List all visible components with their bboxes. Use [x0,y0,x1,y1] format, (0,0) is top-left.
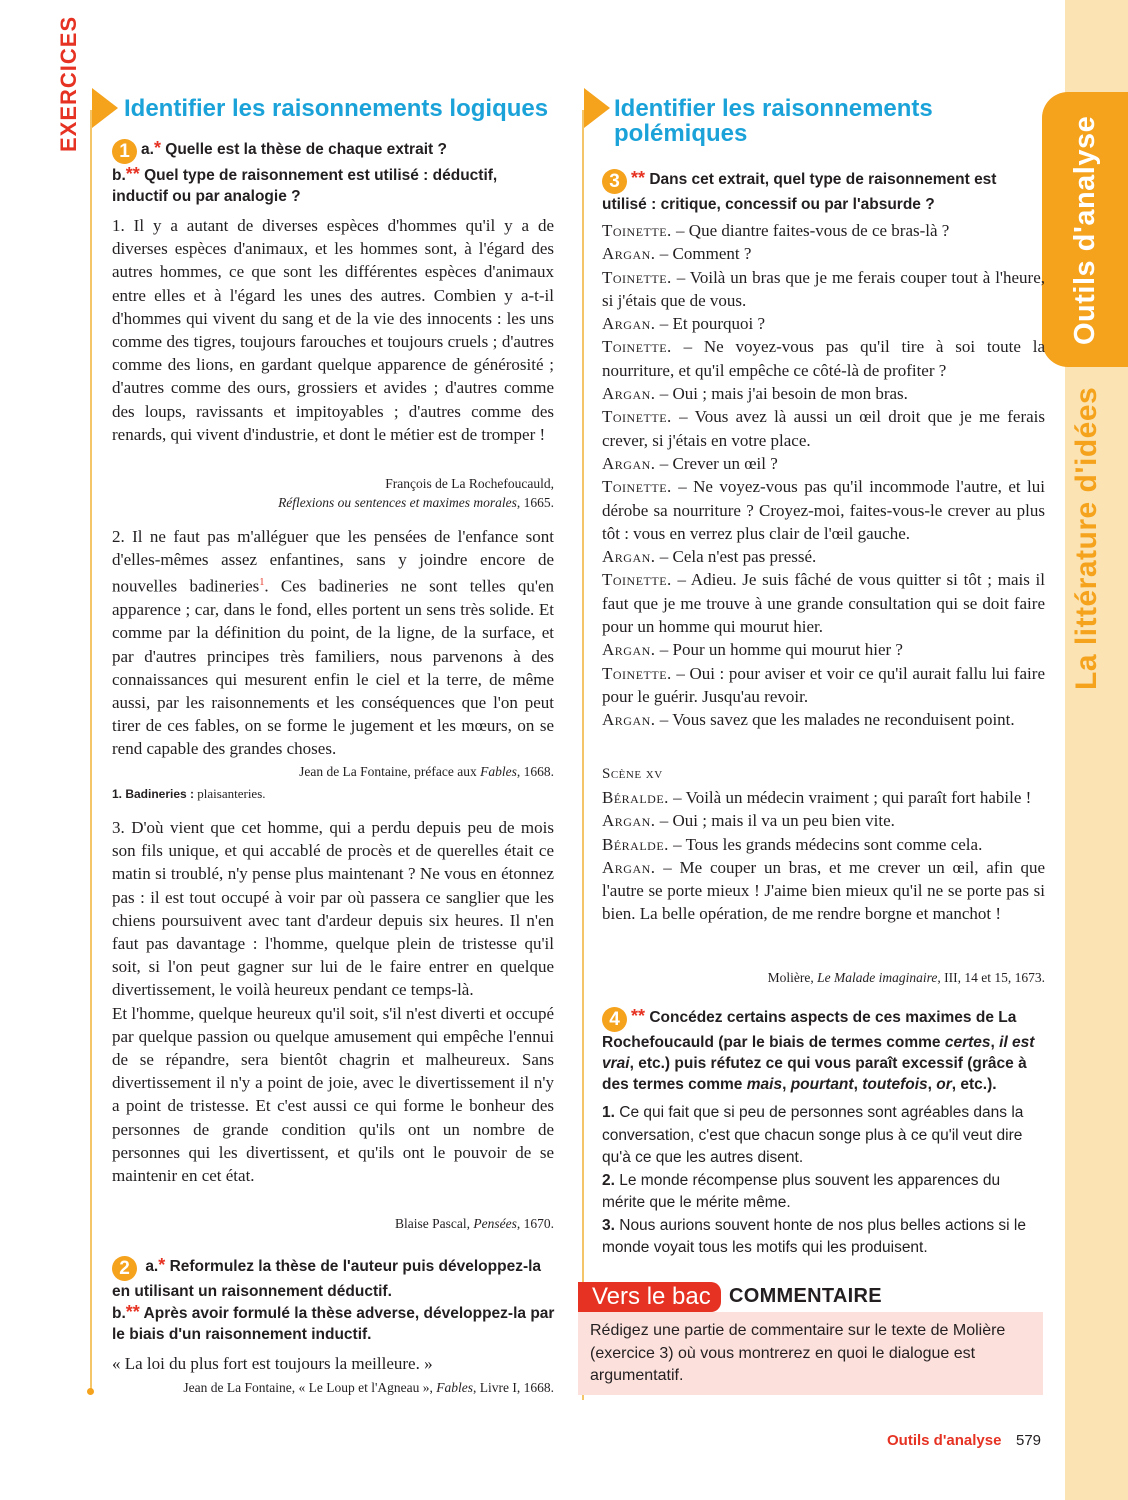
line-text: – Comment ? [655,244,752,264]
ex1-source-1-year: , 1665. [516,495,554,510]
line-text: – Tous les grands médecins sont comme cela. [668,834,983,854]
ex4-q1: Concédez certains aspects de ces maximes de La Rochefoucauld (par le biais de termes comme [602,1009,1017,1051]
ex2-a-label: a. [145,1258,159,1275]
ex1-text-3b: Et l'homme, quelque heureux qu'il soit, s'il n'est diverti et occupé par quelque passion ou quelque amusement qui empêche l'ennui de se répandre, sera bientôt chagrin et malheureux. Sans divertissement il n'y a point de joie, avec le divertissement il n'y a point de tristesse. Et c'est aussi ce qui forme le bonheur des personnes de grande condition qu'ils ont un nombre de personnes qui les divertissent, et qu'ils ont le pouvoir de se maintenir en cet état. [112,1003,554,1186]
ex2-source-post: , Livre I, 1668. [473,1380,554,1395]
ex1-a-stars: * [153,138,161,158]
ex1-source-2 [200,762,554,781]
right-section-title-line2: polémiques [614,120,748,147]
line-text: – Vous avez là aussi un œil droit que je me ferais crever, si j'étais en votre place. [602,407,1045,450]
ex1-source-1-author: François de La Rochefoucauld, [385,476,554,491]
dialog-line [602,219,1045,242]
maxim-number: 2. [602,1171,615,1189]
speaker: Toinette. [602,267,672,287]
ex3-source [602,968,1045,987]
arrow-icon [92,88,118,128]
line-text: – Et pourquoi ? [655,314,766,334]
line-text: – Oui ; mais il va un peu bien vite. [655,811,895,831]
ex2-a-stars: * [158,1255,166,1275]
ex2-source [100,1378,554,1397]
right-column-rule [582,110,584,1400]
ex3-number-badge: 3 [602,169,627,194]
ex4-term-or: or [936,1076,952,1093]
maxim-number: 1. [602,1104,615,1121]
ex4-term-mais: mais [746,1076,783,1093]
ex1-text-3 [112,816,554,1187]
left-column-rule [90,110,92,1390]
ex1-a-label: a. [141,141,154,158]
ex2-b-stars: ** [125,1302,140,1322]
dialog-line [602,856,1045,926]
speaker: Béralde. [602,834,669,854]
speaker: Toinette. [602,570,672,590]
ex1-text-1: 1. Il y a autant de diverses espèces d'hommes qu'il y a de diverses espèces d'animaux, et les hommes sont, à l'égard des autres hommes, ce que sont les différentes espèces d'animaux entre elles et à l'égard les unes des autres. Combien y a-t-il d'hommes qui vivent du sang et de la vie des innocents : les uns comme des tigres, toujours farouches et toujours cruels ; d'autres comme des lions, en gardant quelque apparence de générosité ; d'autres comme des ours, grossiers et avides ; d'autres comme des loups, ravissants et impitoyables ; d'autres comme des renards, qui vivent d'industrie, et dont le métier est de tromper ! [112,216,554,444]
line-text: – Crever un œil ? [655,453,778,473]
ex1-a-text: Quelle est la thèse de chaque extrait ? [165,141,447,158]
maxim-number: 3. [602,1216,615,1234]
side-tab-litterature-label[interactable]: La littérature d'idées [1070,386,1103,690]
ex4-term-certes: certes [944,1034,991,1051]
ex1-text-2 [112,525,554,761]
dialog-line [602,708,1045,731]
footnote-label: 1. Badineries : [112,787,195,801]
ex1-question [112,138,557,207]
dialog-line [602,833,1045,856]
vers-le-bac-body: Rédigez une partie de commentaire sur le texte de Molière (exercice 3) où vous montrerez en quoi le dialogue est argumentatif. [578,1312,1043,1395]
ex1-source-3-work: Pensées [473,1216,517,1231]
exercices-label: EXERCICES [56,15,81,152]
footnote-ref: 1 [259,577,265,589]
ex4-number-badge: 4 [602,1007,627,1032]
ex2-number-badge: 2 [112,1256,137,1281]
ex1-source-2-work: Fables [480,764,517,779]
speaker: Argan. [602,453,656,473]
ex4-term-il-est-vrai: il est vrai [602,1034,1035,1072]
ex1-source-1-work: Réflexions ou sentences et maximes morales [278,495,517,510]
ex1-text-2b: . Ces badineries ne sont telles qu'en apparence ; car, dans le fond, elles portent un sens très solide. Et comme par la définition du point, de la ligne, de la surface, et par d'autres principes très familiers, nous parvenons à des connaissances qui mesurent enfin le ciel et la terre, de même aussi, par les raisonnements et les conséquences que l'on peut tirer de ces fables, on se forme le jugement et les mœurs, on se rend capable des grandes choses. [112,577,555,759]
speaker: Toinette. [602,407,672,427]
ex4-question: 4 ** Concédez certains aspects de ces maximes de La Rochefoucauld (par le biais de termes comme certes, il est vrai, etc.) puis réfutez ce qui vous paraît excessif (grâce à des termes comme mais, pourtant, toutefois, or, etc.). [602,1006,1035,1093]
ex4-q2: , etc.) puis réfutez ce qui vous paraît excessif (grâce à des termes comme [602,1055,1027,1093]
line-text: – Oui : pour aviser et voir ce qu'il aurait fallu lui faire pour le guérir. Jusqu'au revoir. [602,663,1045,706]
line-text: – Voilà un bras que je me ferais couper tout à l'heure, si j'étais que de vous. [602,267,1045,310]
side-tab-outils-label[interactable]: Outils d'analyse [1069,115,1101,345]
ex2-a-text: Reformulez la thèse de l'auteur puis développez-la en utilisant un raisonnement déductif. [112,1258,542,1300]
ex4-maxims [602,1102,1045,1260]
right-section-title-line1: Identifier les raisonnements [614,95,933,122]
speaker: Argan. [602,384,656,404]
ex3-question-text: Dans cet extrait, quel type de raisonnement est utilisé : critique, concessif ou par l'absurde ? [602,171,997,213]
ex1-text-2a: 2. Il ne faut pas m'alléguer que les pensées de l'enfance sont d'elles-mêmes assez enfantines, sans y joindre encore de nouvelles badineries [112,527,554,597]
scene-label: Scène xv [602,766,663,782]
maxim-text: Ce qui fait que si peu de personnes sont agréables dans la conversation, c'est que chacun songe plus à ce qu'il veut dire qu'à ce que les autres disent. [602,1104,1024,1166]
dialog-line [602,809,1045,832]
speaker: Toinette. [602,221,672,240]
ex3-question [602,168,1045,215]
ex1-b-text: Quel type de raisonnement est utilisé : déductif, inductif ou par analogie ? [112,167,498,205]
dialog-line [602,786,1045,809]
ex3-source-pre: Molière, [767,970,818,985]
line-text: – Oui ; mais j'ai besoin de mon bras. [655,384,908,404]
ex4-q3: , etc.). [951,1076,997,1093]
speaker: Argan. [602,710,656,730]
maxim-text: Nous aurions souvent honte de nos plus belles actions si le monde voyait tous les motifs qui les produisent. [602,1216,1026,1256]
footnote [112,786,554,802]
line-text: – Pour un homme qui mourut hier ? [655,640,903,660]
ex4-stars: ** [631,1006,646,1026]
line-text: – Adieu. Je suis fâché de vous quitter si tôt ; mais il faut que je me trouve à une grande consultation qui se doit faire pour un homme qui mourut hier. [602,570,1045,637]
line-text: – Voilà un médecin vraiment ; qui paraît fort habile ! [668,788,1032,807]
ex4-term-pourtant: pourtant [790,1076,854,1093]
dialog-line [602,312,1045,335]
ex3-stars: ** [631,168,646,188]
ex1-source-3-pre: Blaise Pascal, [395,1216,474,1231]
ex2-source-work: Fables [436,1380,474,1395]
dialog-line [602,475,1045,545]
line-text: – Cela n'est pas pressé. [655,547,817,567]
ex3-source-post: , III, 14 et 15, 1673. [937,970,1045,985]
ex1-b-label: b. [112,167,126,184]
ex3-source-work: Le Malade imaginaire [817,970,938,985]
speaker: Argan. [602,811,656,831]
footnote-text: plaisanteries. [194,786,266,801]
ex1-text-3a: 3. D'où vient que cet homme, qui a perdu depuis peu de mois son fils unique, et qui accablé de procès et de querelles était ce matin si troublé, n'y pense plus maintenant ? Ne vous en étonnez pas : il est tout occupé à voir par où passera ce sanglier que les chiens poursuivent avec tant d'ardeur depuis six heures. Il n'en faut pas davantage : l'homme, quelque plein de tristesse qu'il soit, si l'on peut gagner sur lui de le faire entrer en quelque divertissement, le voilà heureux pendant ce temps-là. [112,818,554,1000]
maxim-item [602,1170,1045,1215]
ex4-sep: , [990,1034,1000,1051]
speaker: Toinette. [602,663,672,683]
speaker: Argan. [602,857,656,877]
dialog-line [602,452,1045,475]
left-section-title: Identifier les raisonnements logiques [124,95,549,122]
speaker: Argan. [602,314,656,334]
page-number: 579 [1016,1432,1042,1449]
ex2-quote: « La loi du plus fort est toujours la meilleure. » [112,1354,433,1373]
speaker: Argan. [602,640,656,660]
line-text: – Ne voyez-vous pas qu'il tire à soi toute la nourriture, et qu'il empêche ce côté-là de profiter ? [602,337,1045,380]
ex1-source-3-year: , 1670. [516,1216,554,1231]
ex2-question [112,1255,557,1345]
ex1-number-badge: 1 [112,139,137,164]
maxim-item [602,1102,1045,1170]
ex1-source-2-pre: Jean de La Fontaine, préface aux [299,764,481,779]
right-section-title [614,96,933,146]
dialog-line [602,568,1045,638]
speaker: Béralde. [602,788,669,807]
dialog-line [602,382,1045,405]
line-text: – Me couper un bras, et me crever un œil, afin que l'autre se porte mieux ! J'aime bien mieux qu'il ne se porte pas si bien. La belle opération, de me rendre borgne et manchot ! [602,857,1045,924]
vers-le-bac-type: COMMENTAIRE [729,1285,882,1307]
dialog-line [602,662,1045,709]
ex2-b-label: b. [112,1305,126,1322]
dialog-line [602,266,1045,313]
left-rule-dot [87,1388,94,1395]
footer-section: Outils d'analyse [887,1432,1002,1449]
dialog-line [602,335,1045,382]
ex3-dialog-1 [602,219,1045,732]
ex1-b-stars: ** [125,164,140,184]
ex3-dialog-2 [602,786,1045,926]
line-text: – Que diantre faites-vous de ce bras-là ? [671,221,950,240]
dialog-line [602,405,1045,452]
line-text: – Ne voyez-vous pas qu'il incommode l'autre, et lui dérobe sa nourriture ? Croyez-moi, faites-vous-le crever au plus tôt : vous en verrez plus clair de l'œil gauche. [602,477,1045,543]
maxim-text: Le monde récompense plus souvent les apparences du mérite que le mérite même. [602,1171,1001,1211]
speaker: Argan. [602,547,656,567]
ex1-source-1 [200,474,554,512]
speaker: Toinette. [602,337,672,357]
arrow-icon [584,88,610,128]
ex2-source-pre: Jean de La Fontaine, « Le Loup et l'Agneau », [183,1380,437,1395]
scene-heading [602,763,1045,786]
vers-le-bac-badge: Vers le bac [578,1282,721,1312]
ex4-term-toutefois: toutefois [862,1076,928,1093]
line-text: – Vous savez que les malades ne reconduisent point. [655,710,1015,730]
ex1-source-3 [200,1214,554,1233]
dialog-line [602,545,1045,568]
ex1-source-2-year: , 1668. [516,764,554,779]
maxim-item [602,1215,1045,1260]
speaker: Argan. [602,244,656,264]
dialog-line [602,638,1045,661]
dialog-line [602,242,1045,265]
speaker: Toinette. [602,477,672,497]
ex2-b-text: Après avoir formulé la thèse adverse, développez-la par le biais d'un raisonnement inductif. [112,1305,555,1343]
